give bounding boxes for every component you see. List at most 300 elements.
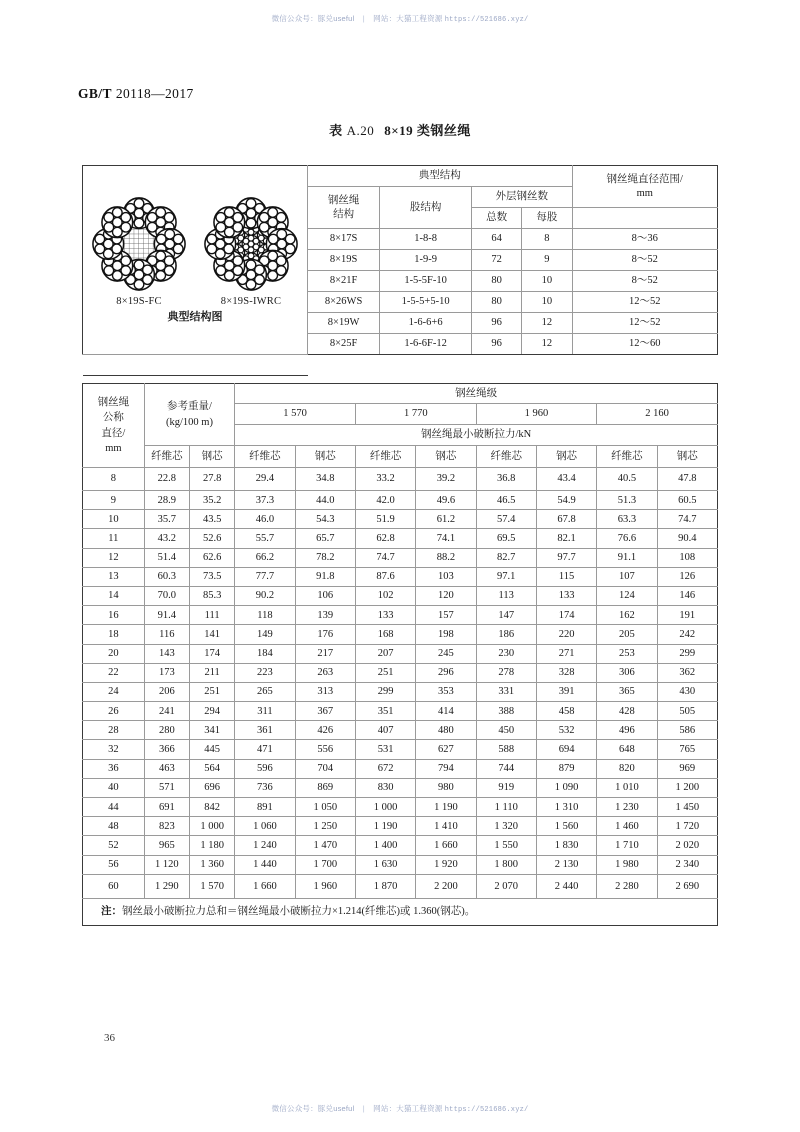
table-row bbox=[83, 625, 718, 644]
cell-weight-fiber: 60.3 bbox=[144, 567, 189, 586]
table-row bbox=[83, 663, 718, 682]
cell-value: 63.3 bbox=[597, 510, 657, 529]
cell-diameter: 60 bbox=[83, 874, 145, 898]
table-row bbox=[83, 548, 718, 567]
cell-value: 97.1 bbox=[476, 567, 536, 586]
cell-value: 1 000 bbox=[355, 798, 415, 817]
cell-per-strand: 8 bbox=[522, 229, 572, 250]
structure-table-filler bbox=[308, 355, 380, 376]
structure-table-filler bbox=[522, 355, 572, 376]
cell-value: 367 bbox=[295, 702, 355, 721]
cell-value: 207 bbox=[355, 644, 415, 663]
cell-value: 830 bbox=[355, 778, 415, 797]
caption-table-word: 表 bbox=[329, 123, 343, 138]
cell-value: 869 bbox=[295, 778, 355, 797]
cell-value: 1 800 bbox=[476, 855, 536, 874]
table-note bbox=[83, 898, 718, 925]
rope-figure-label-fc: 8×19S-FC bbox=[116, 295, 162, 307]
cell-per-strand: 9 bbox=[522, 250, 572, 271]
header-grade-1570: 1 570 bbox=[235, 404, 356, 425]
cell-value: 627 bbox=[416, 740, 476, 759]
cell-diameter: 8 bbox=[83, 468, 145, 491]
table-caption bbox=[0, 120, 800, 139]
cell-value: 62.8 bbox=[355, 529, 415, 548]
cell-value: 271 bbox=[536, 644, 596, 663]
cell-value: 496 bbox=[597, 721, 657, 740]
table-row bbox=[83, 702, 718, 721]
cell-weight-steel: 294 bbox=[190, 702, 235, 721]
rope-cross-section-fc-icon bbox=[90, 196, 188, 292]
cell-value: 1 560 bbox=[536, 817, 596, 836]
cell-value: 694 bbox=[536, 740, 596, 759]
table-note-key: 注： bbox=[101, 906, 122, 918]
cell-total: 80 bbox=[472, 271, 522, 292]
cell-value: 596 bbox=[235, 759, 295, 778]
cell-diameter: 40 bbox=[83, 778, 145, 797]
cell-value: 113 bbox=[476, 586, 536, 605]
cell-value: 146 bbox=[657, 586, 717, 605]
cell-diameter: 11 bbox=[83, 529, 145, 548]
cell-value: 74.7 bbox=[657, 510, 717, 529]
cell-value: 2 340 bbox=[657, 855, 717, 874]
cell-value: 76.6 bbox=[597, 529, 657, 548]
cell-rope-structure: 8×26WS bbox=[308, 292, 380, 313]
cell-value: 34.8 bbox=[295, 468, 355, 491]
table-row bbox=[83, 778, 718, 797]
cell-value: 1 980 bbox=[597, 855, 657, 874]
cell-rope-structure: 8×21F bbox=[308, 271, 380, 292]
cell-value: 744 bbox=[476, 759, 536, 778]
cell-value: 82.1 bbox=[536, 529, 596, 548]
cell-value: 230 bbox=[476, 644, 536, 663]
cell-value: 1 190 bbox=[355, 817, 415, 836]
table-row bbox=[83, 567, 718, 586]
cell-value: 736 bbox=[235, 778, 295, 797]
header-typical-structure: 典型结构 bbox=[308, 166, 573, 187]
cell-diameter-range: 12～52 bbox=[572, 313, 717, 334]
cell-value: 77.7 bbox=[235, 567, 295, 586]
cell-diameter-range: 8～36 bbox=[572, 229, 717, 250]
cell-value: 1 010 bbox=[597, 778, 657, 797]
cell-diameter: 36 bbox=[83, 759, 145, 778]
header-reference-weight-line1: 参考重量/ bbox=[167, 401, 212, 413]
cell-value: 388 bbox=[476, 702, 536, 721]
cell-value: 103 bbox=[416, 567, 476, 586]
header-nominal-diameter-line1: 钢丝绳 bbox=[97, 397, 130, 409]
header-rope-grade: 钢丝绳级 bbox=[235, 384, 718, 404]
table-note-row bbox=[83, 898, 718, 925]
cell-weight-steel: 842 bbox=[190, 798, 235, 817]
cell-rope-structure: 8×19W bbox=[308, 313, 380, 334]
cell-value: 133 bbox=[355, 606, 415, 625]
rope-figure-fc bbox=[90, 196, 188, 308]
cell-weight-fiber: 823 bbox=[144, 817, 189, 836]
cell-value: 891 bbox=[235, 798, 295, 817]
cell-diameter: 10 bbox=[83, 510, 145, 529]
cell-value: 794 bbox=[416, 759, 476, 778]
cell-value: 2 440 bbox=[536, 874, 596, 898]
cell-per-strand: 10 bbox=[522, 271, 572, 292]
cell-weight-fiber: 1 120 bbox=[144, 855, 189, 874]
cell-value: 407 bbox=[355, 721, 415, 740]
cell-weight-steel: 341 bbox=[190, 721, 235, 740]
cell-weight-steel: 111 bbox=[190, 606, 235, 625]
header-diameter-range bbox=[572, 166, 717, 208]
cell-value: 191 bbox=[657, 606, 717, 625]
cell-value: 2 690 bbox=[657, 874, 717, 898]
cell-value: 39.2 bbox=[416, 468, 476, 491]
cell-value: 186 bbox=[476, 625, 536, 644]
cell-value: 2 070 bbox=[476, 874, 536, 898]
cell-value: 2 200 bbox=[416, 874, 476, 898]
breaking-force-table bbox=[82, 383, 718, 926]
cell-value: 78.2 bbox=[295, 548, 355, 567]
cell-total: 96 bbox=[472, 334, 522, 355]
cell-value: 46.5 bbox=[476, 491, 536, 510]
cell-value: 820 bbox=[597, 759, 657, 778]
cell-weight-fiber: 51.4 bbox=[144, 548, 189, 567]
cell-value: 2 130 bbox=[536, 855, 596, 874]
cell-value: 969 bbox=[657, 759, 717, 778]
header-nominal-diameter-line2: 公称 bbox=[102, 412, 124, 424]
cell-value: 57.4 bbox=[476, 510, 536, 529]
cell-weight-steel: 141 bbox=[190, 625, 235, 644]
cell-diameter-range: 12～60 bbox=[572, 334, 717, 355]
cell-diameter: 56 bbox=[83, 855, 145, 874]
cell-weight-steel: 43.5 bbox=[190, 510, 235, 529]
cell-value: 361 bbox=[235, 721, 295, 740]
header-weight-fiber-core: 纤维芯 bbox=[144, 446, 189, 468]
header-diameter-range-line2: mm bbox=[636, 187, 653, 199]
cell-value: 1 830 bbox=[536, 836, 596, 855]
cell-value: 980 bbox=[416, 778, 476, 797]
cell-diameter: 13 bbox=[83, 567, 145, 586]
cell-value: 765 bbox=[657, 740, 717, 759]
cell-value: 1 050 bbox=[295, 798, 355, 817]
cell-value: 251 bbox=[355, 663, 415, 682]
cell-weight-fiber: 43.2 bbox=[144, 529, 189, 548]
cell-total: 72 bbox=[472, 250, 522, 271]
cell-diameter: 22 bbox=[83, 663, 145, 682]
cell-value: 102 bbox=[355, 586, 415, 605]
cell-strand-structure: 1-5-5F-10 bbox=[380, 271, 472, 292]
cell-value: 33.2 bbox=[355, 468, 415, 491]
cell-diameter: 24 bbox=[83, 682, 145, 701]
cell-value: 391 bbox=[536, 682, 596, 701]
header-1570-fiber-core: 纤维芯 bbox=[235, 446, 295, 468]
cell-diameter-range: 8～52 bbox=[572, 271, 717, 292]
cell-diameter: 18 bbox=[83, 625, 145, 644]
standard-number: 20118—2017 bbox=[115, 86, 194, 101]
cell-value: 61.2 bbox=[416, 510, 476, 529]
cell-value: 1 920 bbox=[416, 855, 476, 874]
cell-diameter: 26 bbox=[83, 702, 145, 721]
header-reference-weight bbox=[144, 384, 235, 446]
watermark-top bbox=[0, 13, 800, 24]
cell-diameter: 48 bbox=[83, 817, 145, 836]
header-1770-fiber-core: 纤维芯 bbox=[355, 446, 415, 468]
cell-value: 311 bbox=[235, 702, 295, 721]
cell-value: 919 bbox=[476, 778, 536, 797]
table-row bbox=[83, 682, 718, 701]
header-total: 总数 bbox=[472, 208, 522, 229]
cell-value: 253 bbox=[597, 644, 657, 663]
header-rope-structure bbox=[308, 187, 380, 229]
cell-value: 1 960 bbox=[295, 874, 355, 898]
caption-table-number: A.20 bbox=[346, 123, 375, 138]
cell-value: 450 bbox=[476, 721, 536, 740]
cell-diameter: 9 bbox=[83, 491, 145, 510]
cell-value: 124 bbox=[597, 586, 657, 605]
cell-value: 2 020 bbox=[657, 836, 717, 855]
cell-value: 426 bbox=[295, 721, 355, 740]
cell-value: 480 bbox=[416, 721, 476, 740]
table-row bbox=[83, 874, 718, 898]
cell-weight-steel: 62.6 bbox=[190, 548, 235, 567]
header-1770-steel-core: 钢芯 bbox=[416, 446, 476, 468]
table-row bbox=[83, 721, 718, 740]
cell-value: 147 bbox=[476, 606, 536, 625]
cell-weight-steel: 85.3 bbox=[190, 586, 235, 605]
cell-value: 157 bbox=[416, 606, 476, 625]
cell-value: 1 870 bbox=[355, 874, 415, 898]
cell-weight-steel: 1 360 bbox=[190, 855, 235, 874]
cell-value: 120 bbox=[416, 586, 476, 605]
cell-weight-fiber: 173 bbox=[144, 663, 189, 682]
cell-weight-steel: 211 bbox=[190, 663, 235, 682]
cell-strand-structure: 1-6-6+6 bbox=[380, 313, 472, 334]
cell-value: 108 bbox=[657, 548, 717, 567]
cell-value: 37.3 bbox=[235, 491, 295, 510]
header-nominal-diameter bbox=[83, 384, 145, 468]
cell-rope-structure: 8×19S bbox=[308, 250, 380, 271]
cell-value: 1 400 bbox=[355, 836, 415, 855]
cell-weight-steel: 1 000 bbox=[190, 817, 235, 836]
watermark-url: https://521686.xyz/ bbox=[444, 16, 529, 24]
watermark-url: https://521686.xyz/ bbox=[444, 1106, 529, 1114]
header-nominal-diameter-line3: 直径/ bbox=[101, 427, 126, 439]
cell-value: 1 720 bbox=[657, 817, 717, 836]
cell-value: 217 bbox=[295, 644, 355, 663]
cell-diameter: 28 bbox=[83, 721, 145, 740]
cell-weight-fiber: 571 bbox=[144, 778, 189, 797]
cell-value: 278 bbox=[476, 663, 536, 682]
cell-weight-fiber: 143 bbox=[144, 644, 189, 663]
cell-value: 586 bbox=[657, 721, 717, 740]
cell-value: 43.4 bbox=[536, 468, 596, 491]
cell-value: 1 110 bbox=[476, 798, 536, 817]
cell-value: 1 230 bbox=[597, 798, 657, 817]
cell-value: 879 bbox=[536, 759, 596, 778]
cell-value: 263 bbox=[295, 663, 355, 682]
cell-value: 42.0 bbox=[355, 491, 415, 510]
cell-value: 126 bbox=[657, 567, 717, 586]
cell-value: 505 bbox=[657, 702, 717, 721]
cell-value: 90.4 bbox=[657, 529, 717, 548]
table-row bbox=[83, 468, 718, 491]
cell-value: 331 bbox=[476, 682, 536, 701]
cell-value: 91.8 bbox=[295, 567, 355, 586]
cell-weight-steel: 35.2 bbox=[190, 491, 235, 510]
cell-value: 362 bbox=[657, 663, 717, 682]
cell-weight-steel: 1 570 bbox=[190, 874, 235, 898]
cell-value: 1 240 bbox=[235, 836, 295, 855]
table-row bbox=[83, 855, 718, 874]
header-diameter-range-spacer bbox=[572, 208, 717, 229]
cell-value: 51.9 bbox=[355, 510, 415, 529]
cell-value: 1 440 bbox=[235, 855, 295, 874]
table-row bbox=[83, 759, 718, 778]
rope-figure-label-iwrc: 8×19S-IWRC bbox=[220, 295, 282, 307]
cell-value: 168 bbox=[355, 625, 415, 644]
cell-weight-fiber: 206 bbox=[144, 682, 189, 701]
document-header bbox=[78, 86, 194, 102]
diagram-cell bbox=[83, 166, 308, 355]
cell-weight-fiber: 116 bbox=[144, 625, 189, 644]
cell-value: 2 280 bbox=[597, 874, 657, 898]
cell-strand-structure: 1-9-9 bbox=[380, 250, 472, 271]
cell-value: 65.7 bbox=[295, 529, 355, 548]
table-row bbox=[83, 586, 718, 605]
header-nominal-diameter-line4: mm bbox=[105, 442, 122, 454]
table-row bbox=[83, 740, 718, 759]
cell-weight-steel: 27.8 bbox=[190, 468, 235, 491]
cell-value: 149 bbox=[235, 625, 295, 644]
table-row bbox=[83, 836, 718, 855]
header-grade-1770: 1 770 bbox=[355, 404, 476, 425]
cell-value: 1 450 bbox=[657, 798, 717, 817]
table-row bbox=[83, 817, 718, 836]
cell-weight-fiber: 691 bbox=[144, 798, 189, 817]
cell-value: 556 bbox=[295, 740, 355, 759]
cell-value: 88.2 bbox=[416, 548, 476, 567]
watermark-separator: | bbox=[362, 1104, 365, 1113]
cell-value: 49.6 bbox=[416, 491, 476, 510]
cell-diameter: 32 bbox=[83, 740, 145, 759]
cell-per-strand: 10 bbox=[522, 292, 572, 313]
cell-value: 1 090 bbox=[536, 778, 596, 797]
header-strand-structure: 股结构 bbox=[380, 187, 472, 229]
cell-value: 471 bbox=[235, 740, 295, 759]
watermark-site: 网站：大猫工程资源 bbox=[373, 1104, 443, 1113]
cell-value: 106 bbox=[295, 586, 355, 605]
header-1960-fiber-core: 纤维芯 bbox=[476, 446, 536, 468]
structure-table-filler bbox=[472, 355, 522, 376]
header-outer-wire-count: 外层钢丝数 bbox=[472, 187, 572, 208]
cell-value: 428 bbox=[597, 702, 657, 721]
cell-value: 29.4 bbox=[235, 468, 295, 491]
rope-diagrams bbox=[83, 196, 307, 308]
cell-total: 80 bbox=[472, 292, 522, 313]
cell-value: 174 bbox=[536, 606, 596, 625]
cell-value: 299 bbox=[657, 644, 717, 663]
cell-weight-steel: 174 bbox=[190, 644, 235, 663]
cell-weight-fiber: 28.9 bbox=[144, 491, 189, 510]
cell-diameter: 44 bbox=[83, 798, 145, 817]
cell-value: 306 bbox=[597, 663, 657, 682]
cell-weight-steel: 564 bbox=[190, 759, 235, 778]
cell-value: 313 bbox=[295, 682, 355, 701]
cell-value: 133 bbox=[536, 586, 596, 605]
cell-rope-structure: 8×17S bbox=[308, 229, 380, 250]
cell-value: 265 bbox=[235, 682, 295, 701]
cell-value: 220 bbox=[536, 625, 596, 644]
cell-value: 90.2 bbox=[235, 586, 295, 605]
cell-weight-fiber: 463 bbox=[144, 759, 189, 778]
cell-value: 69.5 bbox=[476, 529, 536, 548]
cell-value: 46.0 bbox=[235, 510, 295, 529]
cell-diameter: 16 bbox=[83, 606, 145, 625]
cell-value: 82.7 bbox=[476, 548, 536, 567]
cell-value: 118 bbox=[235, 606, 295, 625]
header-grade-2160: 2 160 bbox=[597, 404, 718, 425]
cell-weight-fiber: 241 bbox=[144, 702, 189, 721]
header-grade-1960: 1 960 bbox=[476, 404, 597, 425]
cell-value: 1 310 bbox=[536, 798, 596, 817]
cell-value: 91.1 bbox=[597, 548, 657, 567]
cell-value: 1 460 bbox=[597, 817, 657, 836]
cell-per-strand: 12 bbox=[522, 334, 572, 355]
cell-weight-fiber: 91.4 bbox=[144, 606, 189, 625]
header-rope-structure-line2: 结构 bbox=[333, 208, 355, 220]
cell-strand-structure: 1-8-8 bbox=[380, 229, 472, 250]
cell-value: 54.3 bbox=[295, 510, 355, 529]
cell-value: 74.7 bbox=[355, 548, 415, 567]
table-row bbox=[83, 798, 718, 817]
cell-value: 97.7 bbox=[536, 548, 596, 567]
cell-value: 242 bbox=[657, 625, 717, 644]
cell-value: 55.7 bbox=[235, 529, 295, 548]
cell-total: 64 bbox=[472, 229, 522, 250]
header-2160-fiber-core: 纤维芯 bbox=[597, 446, 657, 468]
cell-diameter-range: 8～52 bbox=[572, 250, 717, 271]
cell-value: 139 bbox=[295, 606, 355, 625]
cell-value: 67.8 bbox=[536, 510, 596, 529]
cell-value: 66.2 bbox=[235, 548, 295, 567]
cell-diameter-range: 12～52 bbox=[572, 292, 717, 313]
cell-value: 299 bbox=[355, 682, 415, 701]
header-2160-steel-core: 钢芯 bbox=[657, 446, 717, 468]
header-per-strand: 每股 bbox=[522, 208, 572, 229]
cell-value: 115 bbox=[536, 567, 596, 586]
cell-weight-fiber: 70.0 bbox=[144, 586, 189, 605]
cell-value: 205 bbox=[597, 625, 657, 644]
table-row bbox=[83, 491, 718, 510]
header-1570-steel-core: 钢芯 bbox=[295, 446, 355, 468]
rope-figure-iwrc bbox=[202, 196, 300, 308]
cell-weight-fiber: 366 bbox=[144, 740, 189, 759]
cell-value: 1 470 bbox=[295, 836, 355, 855]
header-weight-steel-core: 钢芯 bbox=[190, 446, 235, 468]
structure-table bbox=[82, 165, 718, 376]
cell-value: 60.5 bbox=[657, 491, 717, 510]
cell-total: 96 bbox=[472, 313, 522, 334]
cell-value: 531 bbox=[355, 740, 415, 759]
cell-value: 1 550 bbox=[476, 836, 536, 855]
watermark-wechat: 微信公众号：豚兑useful bbox=[271, 14, 355, 23]
structure-table-filler bbox=[380, 355, 472, 376]
cell-diameter: 52 bbox=[83, 836, 145, 855]
watermark-wechat: 微信公众号：豚兑useful bbox=[271, 1104, 355, 1113]
cell-weight-fiber: 35.7 bbox=[144, 510, 189, 529]
cell-diameter: 20 bbox=[83, 644, 145, 663]
caption-title: 8×19 类钢丝绳 bbox=[384, 123, 471, 138]
cell-weight-fiber: 1 290 bbox=[144, 874, 189, 898]
cell-value: 1 660 bbox=[235, 874, 295, 898]
cell-value: 1 700 bbox=[295, 855, 355, 874]
cell-value: 328 bbox=[536, 663, 596, 682]
cell-value: 36.8 bbox=[476, 468, 536, 491]
